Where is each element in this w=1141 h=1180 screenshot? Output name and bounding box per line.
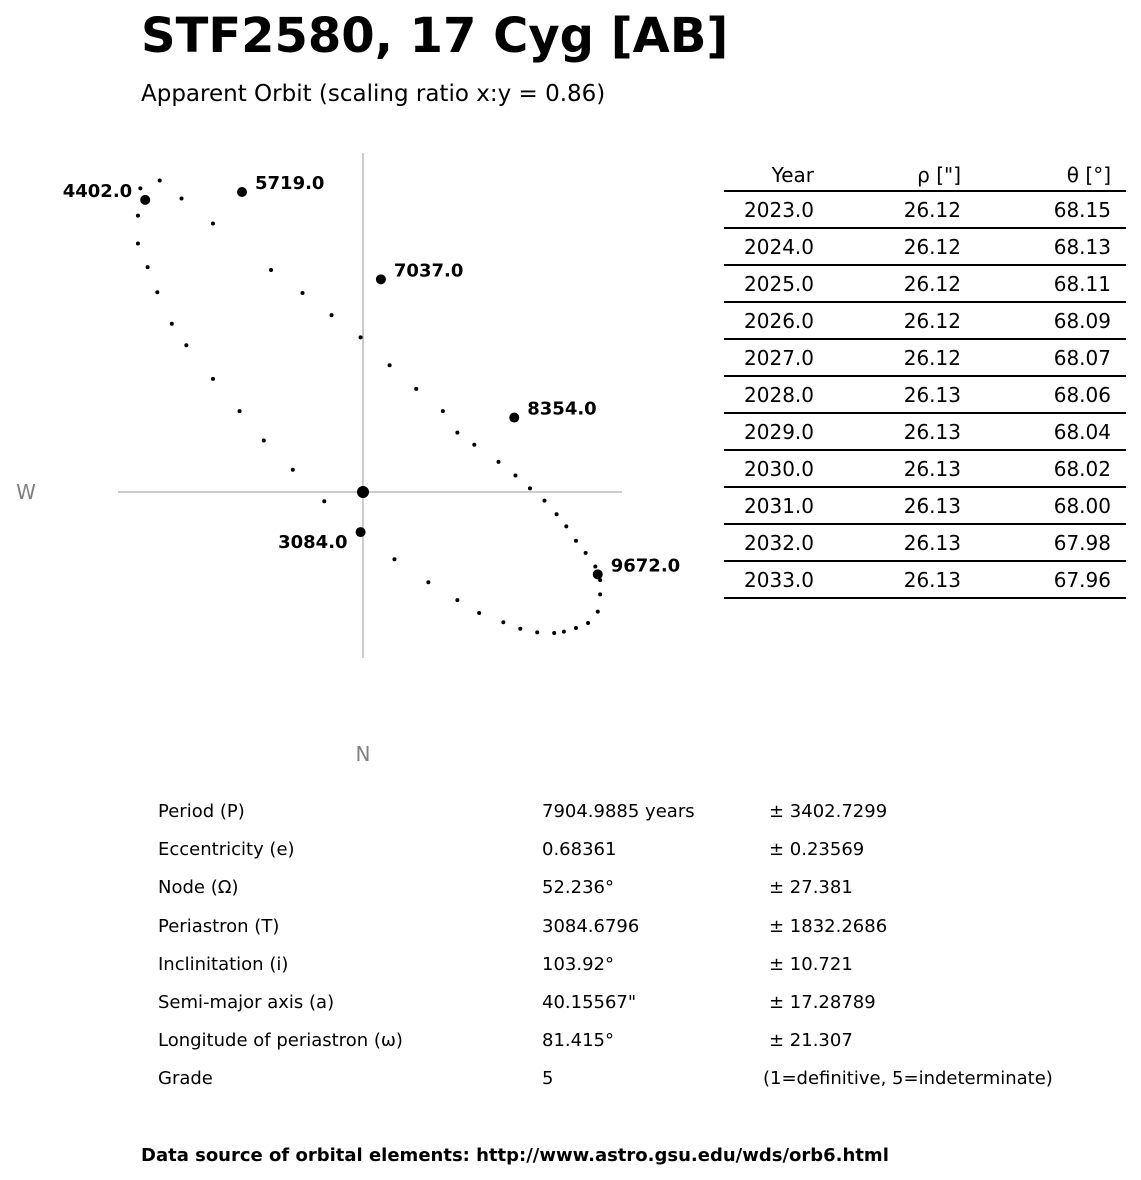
element-row [158, 1025, 1118, 1063]
cell-year: 2029.0 [744, 420, 814, 444]
orbit-point [301, 291, 305, 295]
cell-rho: 26.13 [903, 568, 961, 592]
element-row [158, 1063, 1118, 1101]
table-row [724, 266, 1126, 303]
element-label: Node (Ω) [158, 877, 239, 899]
cell-rho: 26.12 [903, 235, 961, 259]
element-row [158, 987, 1118, 1025]
orbit-point [477, 611, 481, 615]
labeled-point [593, 569, 603, 579]
orbit-point [146, 265, 150, 269]
cell-year: 2030.0 [744, 457, 814, 481]
orbit-point [322, 499, 326, 503]
orbit-point [158, 179, 162, 183]
element-label: Eccentricity (e) [158, 839, 295, 861]
orbit-point [138, 186, 142, 190]
labeled-points [63, 173, 680, 579]
orbit-point [330, 313, 334, 317]
table-row [724, 525, 1126, 562]
table-row [724, 451, 1126, 488]
orbit-point [596, 610, 600, 614]
orbit-point [574, 539, 578, 543]
cell-rho: 26.13 [903, 494, 961, 518]
orbit-point [170, 322, 174, 326]
cell-rho: 26.12 [903, 198, 961, 222]
labeled-point [237, 187, 247, 197]
orbit-point [497, 460, 501, 464]
element-row [158, 911, 1118, 949]
orbit-point [513, 474, 517, 478]
north-label: N [355, 742, 371, 766]
element-value: 103.92° [542, 953, 614, 975]
orbit-point [414, 387, 418, 391]
orbit-point [543, 499, 547, 503]
west-label: W [16, 480, 36, 504]
cell-year: 2025.0 [744, 272, 814, 296]
header-rho: ρ ["] [917, 163, 961, 187]
point-label: 5719.0 [255, 172, 325, 194]
direction-labels [16, 480, 370, 766]
element-label: Periastron (T) [158, 915, 280, 937]
cell-year: 2028.0 [744, 383, 814, 407]
element-error: ± 17.28789 [769, 991, 876, 1013]
orbit-plot [0, 140, 700, 780]
orbit-point [562, 630, 566, 634]
element-row [158, 834, 1118, 872]
element-error: ± 1832.2686 [769, 915, 888, 937]
point-label: 3084.0 [278, 532, 348, 554]
orbit-point [238, 409, 242, 413]
element-error: ± 21.307 [769, 1030, 853, 1052]
element-value: 3084.6796 [542, 915, 640, 937]
element-value: 52.236° [542, 877, 614, 899]
orbit-point [564, 524, 568, 528]
table-row [724, 562, 1126, 599]
cell-year: 2024.0 [744, 235, 814, 259]
cell-rho: 26.12 [903, 309, 961, 333]
orbit-point [262, 438, 266, 442]
orbit-point [291, 468, 295, 472]
cell-year: 2032.0 [744, 531, 814, 555]
orbit-point [441, 409, 445, 413]
table-row [724, 414, 1126, 451]
table-row [724, 377, 1126, 414]
element-label: Inclinitation (i) [158, 953, 289, 975]
header-theta: θ [°] [1066, 163, 1111, 187]
point-label: 8354.0 [527, 398, 597, 420]
element-value: 7904.9885 years [542, 801, 695, 822]
orbit-point [426, 580, 430, 584]
table-body [724, 192, 1126, 599]
labeled-point [509, 413, 519, 423]
primary-star [357, 486, 369, 498]
orbit-point [455, 431, 459, 435]
orbit-point [552, 631, 556, 635]
element-row [158, 872, 1118, 910]
point-label: 9672.0 [610, 555, 681, 577]
table-row [724, 340, 1126, 377]
table-row [724, 192, 1126, 229]
orbit-point [528, 486, 532, 490]
orbit-point [593, 564, 597, 568]
cell-rho: 26.12 [903, 346, 961, 370]
labeled-point [376, 274, 386, 284]
table-row [724, 229, 1126, 266]
cell-theta: 68.15 [1053, 198, 1111, 222]
orbit-point [211, 222, 215, 226]
element-error: (1=definitive, 5=indeterminate) [763, 1068, 1053, 1090]
element-row [158, 796, 1118, 834]
cell-year: 2033.0 [744, 568, 814, 592]
cell-theta: 67.96 [1053, 568, 1111, 592]
point-label: 7037.0 [393, 260, 464, 282]
orbit-point [392, 557, 396, 561]
orbit-point [359, 335, 363, 339]
cell-theta: 68.02 [1053, 457, 1111, 481]
element-value: 5 [542, 1068, 554, 1090]
data-source-note: Data source of orbital elements: http://www.astro.gsu.edu/wds/orb6.html [141, 1145, 889, 1166]
header-year: Year [771, 163, 814, 187]
cell-theta: 68.07 [1053, 346, 1111, 370]
orbit-point [180, 196, 184, 200]
cell-rho: 26.13 [903, 457, 961, 481]
element-error: ± 3402.7299 [769, 801, 888, 822]
cell-theta: 68.00 [1053, 494, 1111, 518]
cell-year: 2027.0 [744, 346, 814, 370]
orbit-point [455, 598, 459, 602]
orbital-elements [158, 796, 1118, 1102]
element-error: ± 27.381 [769, 877, 853, 899]
orbit-point [136, 214, 140, 218]
cell-theta: 68.06 [1053, 383, 1111, 407]
orbit-point [184, 343, 188, 347]
orbit-point [518, 627, 522, 631]
element-value: 0.68361 [542, 839, 617, 861]
cell-theta: 68.11 [1053, 272, 1111, 296]
cell-rho: 26.13 [903, 420, 961, 444]
cell-year: 2023.0 [744, 198, 814, 222]
cell-year: 2026.0 [744, 309, 814, 333]
cell-theta: 68.04 [1053, 420, 1111, 444]
orbit-point [388, 363, 392, 367]
element-error: ± 0.23569 [769, 839, 865, 861]
orbit-point [155, 290, 159, 294]
element-label: Period (P) [158, 801, 245, 822]
element-error: ± 10.721 [769, 953, 853, 975]
element-label: Semi-major axis (a) [158, 991, 335, 1013]
table-row [724, 303, 1126, 340]
orbit-point [574, 626, 578, 630]
element-value: 81.415° [542, 1030, 614, 1052]
orbit-point [472, 443, 476, 447]
orbit-point [136, 242, 140, 246]
cell-year: 2031.0 [744, 494, 814, 518]
orbit-point [586, 621, 590, 625]
labeled-point [356, 527, 366, 537]
chart-title: STF2580, 17 Cyg [AB] [141, 8, 729, 64]
element-label: Longitude of periastron (ω) [158, 1030, 403, 1052]
table-header-row [724, 157, 1126, 192]
cell-rho: 26.13 [903, 383, 961, 407]
element-value: 40.15567" [542, 991, 637, 1013]
cell-theta: 68.09 [1053, 309, 1111, 333]
table-row [724, 488, 1126, 525]
orbit-point [555, 512, 559, 516]
orbit-point [269, 268, 273, 272]
ephemeris-table [724, 157, 1126, 599]
orbit-point [584, 551, 588, 555]
orbit-point [598, 592, 602, 596]
cell-theta: 67.98 [1053, 531, 1111, 555]
cell-theta: 68.13 [1053, 235, 1111, 259]
chart-subtitle: Apparent Orbit (scaling ratio x:y = 0.86) [141, 81, 606, 107]
orbit-point [535, 630, 539, 634]
labeled-point [140, 195, 150, 205]
orbit-point [501, 620, 505, 624]
element-label: Grade [158, 1068, 213, 1090]
point-label: 4402.0 [62, 180, 133, 202]
element-row [158, 949, 1118, 987]
cell-rho: 26.12 [903, 272, 961, 296]
cell-rho: 26.13 [903, 531, 961, 555]
orbit-point [211, 377, 215, 381]
